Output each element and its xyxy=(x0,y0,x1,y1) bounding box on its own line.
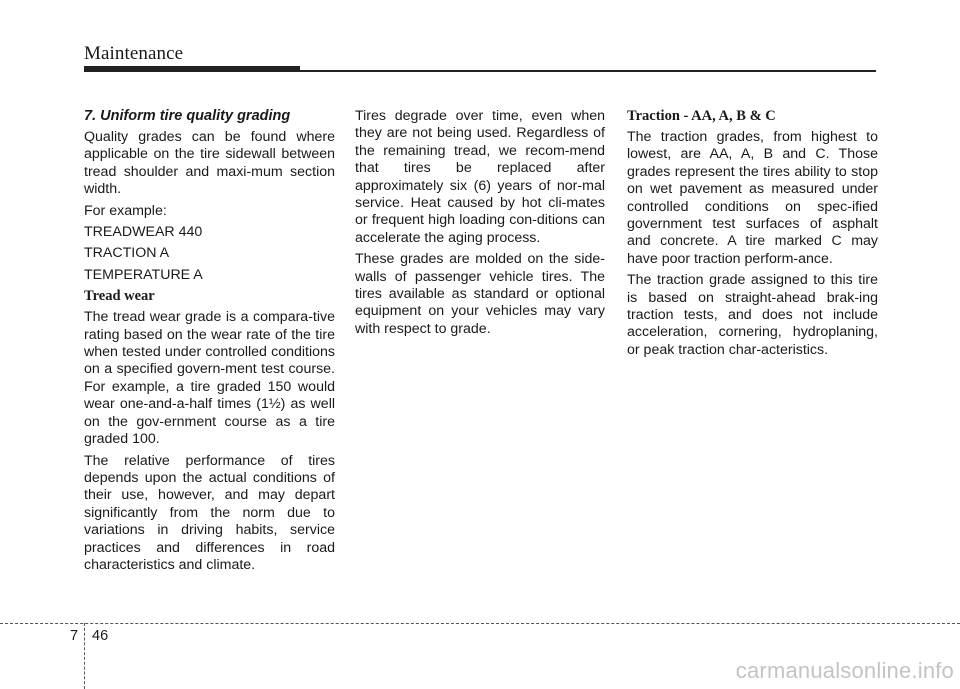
traction-paragraph-1: The traction grades, from highest to lowest, are AA, A, B and C. Those grades represent the tires ability to stop on wet pavement as measured under controlled conditions on spec-ified government test surfaces of asphalt and concrete. A tire marked C may have poor traction perform-ance. xyxy=(627,129,878,267)
treadwear-paragraph-1: The tread wear grade is a compara-tive rating based on the wear rate of the tire when tested under controlled conditions on a specified govern-ment test course. For example, a tire graded 150 would wear one-and-a-half times (1½) as well on the gov-ernment course as a tire graded 100. xyxy=(84,309,335,448)
treadwear-paragraph-2: The relative performance of tires depends upon the actual conditions of their use, however, and may depart significantly from the norm due to variations in driving habits, service practices and differences in road characteristics and climate. xyxy=(84,452,335,573)
traction-title: Traction - AA, A, B & C xyxy=(627,108,776,124)
example-line-treadwear: TREADWEAR 440 xyxy=(84,224,203,241)
chapter-number: 7 xyxy=(70,628,79,644)
tire-aging-paragraph: Tires degrade over time, even when they are not being used. Regardless of the remaining tread, we recom-mend that tires be replaced after approximately six (6) years of nor-mal service. Heat caused by hot cli-mates or frequent high loading con-ditions can accelerate the aging process. xyxy=(355,108,605,246)
header-rule-thin xyxy=(300,70,876,72)
column-left xyxy=(84,108,335,578)
traction-paragraph-2: The traction grade assigned to this tire is based on straight-ahead brak-ing traction tests, and does not include acceleration, cornering, hydroplaning, or peak traction char-acteristics. xyxy=(627,272,878,358)
example-line-temperature: TEMPERATURE A xyxy=(84,266,203,283)
example-label: For example: xyxy=(84,202,167,219)
header-rule-thick xyxy=(84,66,300,72)
example-line-traction: TRACTION A xyxy=(84,245,170,262)
column-middle xyxy=(355,108,605,342)
treadwear-title: Tread wear xyxy=(84,288,155,305)
footer-rule xyxy=(0,623,960,624)
grades-molded-paragraph: These grades are molded on the side-walls of passenger vehicle tires. The tires available as standard or optional equipment on your vehicles may vary with respect to grade. xyxy=(355,251,605,337)
section-title: 7. Uniform tire quality grading xyxy=(84,108,291,124)
column-right xyxy=(627,108,878,363)
intro-paragraph: Quality grades can be found where applicable on the tire sidewall between tread shoulder and maxi-mum section width. xyxy=(84,129,335,198)
page-number: 46 xyxy=(92,628,109,644)
footer-divider xyxy=(84,623,85,689)
watermark-text: carmanualsonline.info xyxy=(735,658,954,683)
page-header-title: Maintenance xyxy=(84,43,184,64)
